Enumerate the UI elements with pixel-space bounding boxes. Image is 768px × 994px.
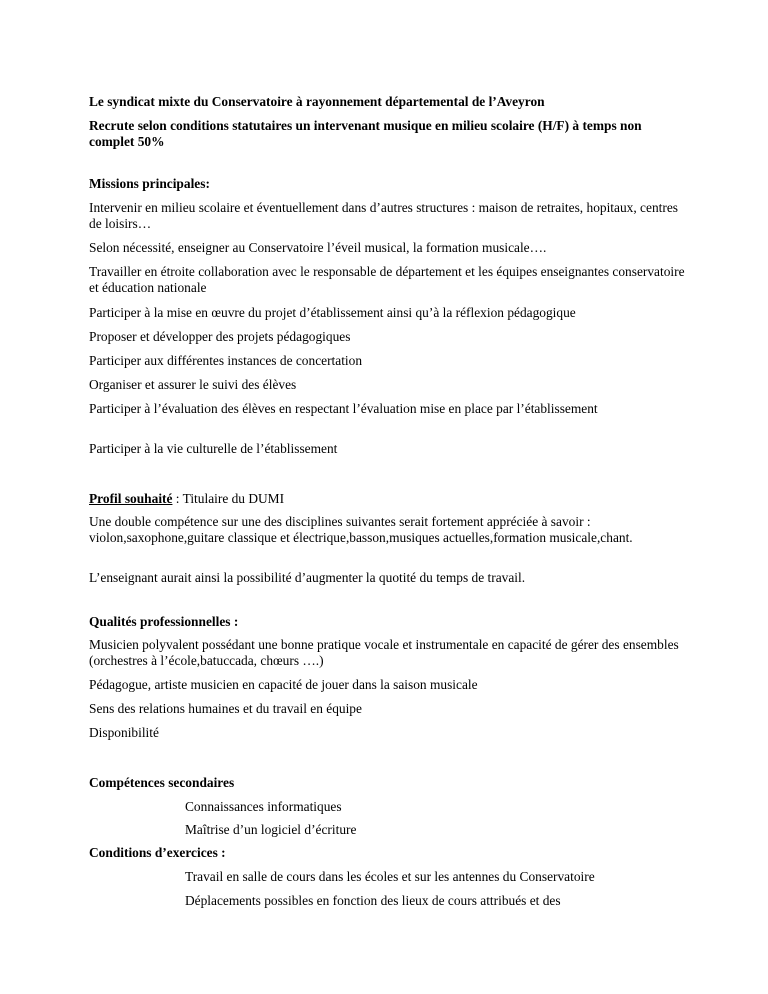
profil-item: L’enseignant aurait ainsi la possibilité d’augmenter la quotité du temps de travail.: [89, 570, 526, 585]
profil-item: Une double compétence sur une des disciplines suivantes serait fortement appréciée à savoir : violon,saxophone,guitare classique et électrique,basson,musiques actuelles,formation musicale,chant.: [89, 514, 633, 545]
header-line-2: Recrute selon conditions statutaires un intervenant musique en milieu scolaire (H/F) à temps non complet 50%: [89, 118, 642, 149]
condition-item: Travail en salle de cours dans les écoles et sur les antennes du Conservatoire: [185, 869, 595, 884]
missions-heading: Missions principales:: [89, 176, 210, 191]
profil-text: : Titulaire du DUMI: [172, 491, 285, 506]
competences-heading: Compétences secondaires: [89, 775, 235, 790]
mission-item: Participer aux différentes instances de concertation: [89, 353, 363, 368]
mission-item: Intervenir en milieu scolaire et éventuellement dans d’autres structures : maison de retraites, hopitaux, centres de loisirs…: [89, 200, 678, 231]
header-line-1: Le syndicat mixte du Conservatoire à rayonnement départemental de l’Aveyron: [89, 94, 545, 109]
competence-item: Connaissances informatiques: [185, 799, 342, 814]
profil-heading: Profil souhaité: [89, 491, 173, 506]
qualites-heading: Qualités professionnelles :: [89, 614, 239, 629]
mission-item: Organiser et assurer le suivi des élèves: [89, 377, 297, 392]
conditions-heading: Conditions d’exercices :: [89, 845, 226, 860]
mission-item: Selon nécessité, enseigner au Conservatoire l’éveil musical, la formation musicale….: [89, 240, 547, 255]
mission-item: Participer à la vie culturelle de l’établissement: [89, 441, 338, 456]
qualite-item: Musicien polyvalent possédant une bonne pratique vocale et instrumentale en capacité de gérer des ensembles (orchestres à l’école,batuccada, chœurs ….): [89, 637, 679, 668]
qualite-item: Disponibilité: [89, 725, 159, 740]
mission-item: Participer à l’évaluation des élèves en respectant l’évaluation mise en place par l’établissement: [89, 401, 598, 416]
condition-item: Déplacements possibles en fonction des lieux de cours attribués et des: [185, 893, 561, 908]
mission-item: Proposer et développer des projets pédagogiques: [89, 329, 351, 344]
qualite-item: Sens des relations humaines et du travail en équipe: [89, 701, 362, 716]
qualite-item: Pédagogue, artiste musicien en capacité de jouer dans la saison musicale: [89, 677, 478, 692]
competence-item: Maîtrise d’un logiciel d’écriture: [185, 822, 357, 837]
mission-item: Participer à la mise en œuvre du projet d’établissement ainsi qu’à la réflexion pédagogique: [89, 305, 576, 320]
profil-line: [89, 491, 689, 507]
mission-item: Travailler en étroite collaboration avec le responsable de département et les équipes enseignantes conservatoire et éducation nationale: [89, 264, 685, 295]
